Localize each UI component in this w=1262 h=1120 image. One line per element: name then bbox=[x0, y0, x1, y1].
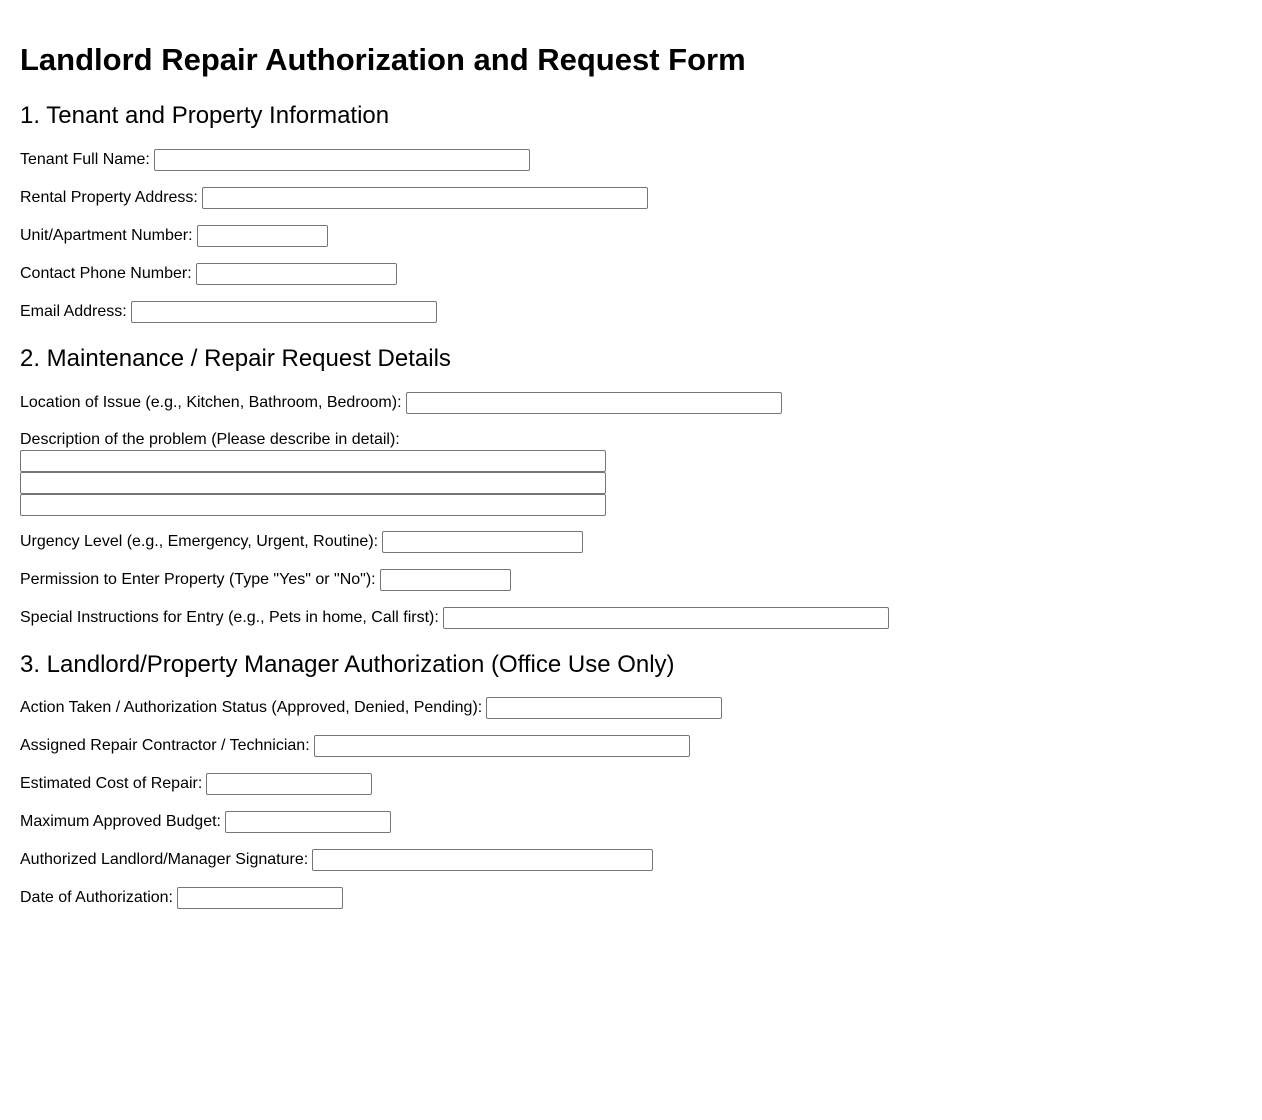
location-row bbox=[20, 391, 782, 415]
page-title: Landlord Repair Authorization and Request Form bbox=[20, 42, 746, 77]
phone-label: Contact Phone Number: bbox=[20, 265, 192, 282]
estimated-cost-row bbox=[20, 772, 372, 796]
property-address-row bbox=[20, 186, 648, 210]
section-heading-tenant: 1. Tenant and Property Information bbox=[20, 102, 390, 129]
contractor-input[interactable] bbox=[314, 735, 690, 757]
email-input[interactable] bbox=[131, 301, 437, 323]
contractor-row bbox=[20, 734, 690, 758]
property-address-label: Rental Property Address: bbox=[20, 189, 198, 206]
tenant-name-input[interactable] bbox=[154, 149, 530, 171]
description-line-1[interactable] bbox=[20, 450, 606, 472]
section-heading-request: 2. Maintenance / Repair Request Details bbox=[20, 345, 451, 372]
section-heading-authorization: 3. Landlord/Property Manager Authorization (Office Use Only) bbox=[20, 651, 675, 678]
unit-number-input[interactable] bbox=[197, 225, 328, 247]
description-label: Description of the problem (Please describe in detail): bbox=[20, 431, 400, 448]
contractor-label: Assigned Repair Contractor / Technician: bbox=[20, 737, 310, 754]
tenant-name-row bbox=[20, 148, 530, 172]
email-label: Email Address: bbox=[20, 303, 127, 320]
signature-label: Authorized Landlord/Manager Signature: bbox=[20, 851, 309, 868]
description-line-3[interactable] bbox=[20, 494, 606, 516]
urgency-label: Urgency Level (e.g., Emergency, Urgent, Routine): bbox=[20, 533, 379, 550]
urgency-input[interactable] bbox=[382, 531, 583, 553]
tenant-name-label: Tenant Full Name: bbox=[20, 151, 150, 168]
max-budget-input[interactable] bbox=[225, 811, 391, 833]
special-instructions-row bbox=[20, 606, 889, 630]
permission-input[interactable] bbox=[380, 569, 511, 591]
permission-label: Permission to Enter Property (Type "Yes" or "No"): bbox=[20, 571, 376, 588]
status-label: Action Taken / Authorization Status (Approved, Denied, Pending): bbox=[20, 699, 483, 716]
urgency-row bbox=[20, 530, 583, 554]
status-input[interactable] bbox=[486, 697, 722, 719]
unit-number-row bbox=[20, 224, 328, 248]
estimated-cost-input[interactable] bbox=[206, 773, 372, 795]
estimated-cost-label: Estimated Cost of Repair: bbox=[20, 775, 203, 792]
location-label: Location of Issue (e.g., Kitchen, Bathroom, Bedroom): bbox=[20, 394, 402, 411]
date-label: Date of Authorization: bbox=[20, 889, 173, 906]
permission-row bbox=[20, 568, 511, 592]
phone-row bbox=[20, 262, 397, 286]
signature-row bbox=[20, 848, 653, 872]
description-lines bbox=[20, 450, 606, 516]
property-address-input[interactable] bbox=[202, 187, 648, 209]
phone-input[interactable] bbox=[196, 263, 397, 285]
date-input[interactable] bbox=[177, 887, 343, 909]
max-budget-label: Maximum Approved Budget: bbox=[20, 813, 221, 830]
location-input[interactable] bbox=[406, 392, 782, 414]
email-row bbox=[20, 300, 437, 324]
signature-input[interactable] bbox=[312, 849, 653, 871]
special-instructions-label: Special Instructions for Entry (e.g., Pets in home, Call first): bbox=[20, 609, 439, 626]
status-row bbox=[20, 696, 722, 720]
date-row bbox=[20, 886, 343, 910]
unit-number-label: Unit/Apartment Number: bbox=[20, 227, 193, 244]
max-budget-row bbox=[20, 810, 391, 834]
special-instructions-input[interactable] bbox=[443, 607, 889, 629]
description-line-2[interactable] bbox=[20, 472, 606, 494]
